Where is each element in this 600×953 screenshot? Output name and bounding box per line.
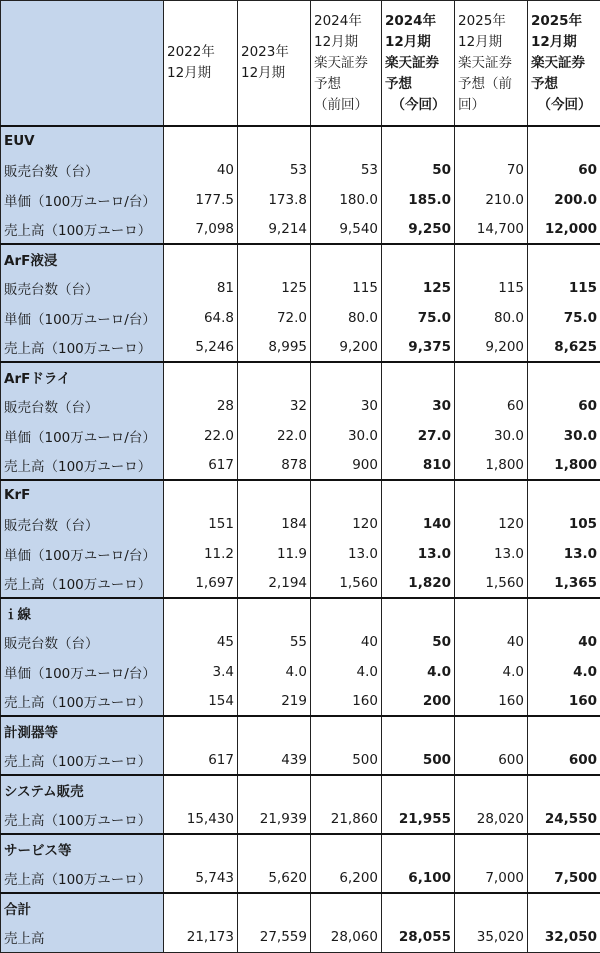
value-cell: 125 bbox=[238, 274, 311, 304]
data-row bbox=[1, 333, 600, 363]
section-title: ArFドライ bbox=[1, 362, 164, 392]
value-cell: 11.9 bbox=[238, 539, 311, 569]
value-cell: 81 bbox=[164, 274, 238, 304]
value-cell: 500 bbox=[311, 746, 382, 776]
row-label: 売上高（100万ユーロ） bbox=[1, 569, 164, 599]
data-row bbox=[1, 628, 600, 658]
value-cell: 55 bbox=[238, 628, 311, 658]
value-cell: 13.0 bbox=[311, 539, 382, 569]
value-cell: 219 bbox=[238, 687, 311, 717]
empty-cell bbox=[238, 480, 311, 510]
value-cell: 151 bbox=[164, 510, 238, 540]
value-cell: 40 bbox=[164, 156, 238, 186]
value-cell: 115 bbox=[528, 274, 600, 304]
value-cell: 32,050 bbox=[528, 923, 600, 953]
empty-cell bbox=[164, 893, 238, 923]
value-cell: 40 bbox=[528, 628, 600, 658]
empty-cell bbox=[528, 480, 600, 510]
value-cell: 21,955 bbox=[382, 805, 455, 835]
empty-cell bbox=[164, 834, 238, 864]
data-row bbox=[1, 274, 600, 304]
value-cell: 9,214 bbox=[238, 215, 311, 245]
value-cell: 115 bbox=[311, 274, 382, 304]
section-header-row bbox=[1, 716, 600, 746]
empty-cell bbox=[528, 362, 600, 392]
value-cell: 115 bbox=[455, 274, 528, 304]
empty-cell bbox=[164, 480, 238, 510]
value-cell: 200.0 bbox=[528, 185, 600, 215]
empty-cell bbox=[382, 480, 455, 510]
value-cell: 30.0 bbox=[311, 421, 382, 451]
value-cell: 154 bbox=[164, 687, 238, 717]
empty-cell bbox=[238, 598, 311, 628]
row-label: 売上高（100万ユーロ） bbox=[1, 746, 164, 776]
empty-cell bbox=[164, 716, 238, 746]
value-cell: 7,000 bbox=[455, 864, 528, 894]
value-cell: 80.0 bbox=[311, 303, 382, 333]
empty-cell bbox=[164, 362, 238, 392]
value-cell: 125 bbox=[382, 274, 455, 304]
section-header-row bbox=[1, 244, 600, 274]
data-row bbox=[1, 805, 600, 835]
data-row bbox=[1, 864, 600, 894]
col-header-2024-previous: 2024年 12月期 楽天証券 予想 （前回） bbox=[311, 1, 382, 127]
value-cell: 160 bbox=[528, 687, 600, 717]
value-cell: 184 bbox=[238, 510, 311, 540]
data-row bbox=[1, 539, 600, 569]
value-cell: 878 bbox=[238, 451, 311, 481]
value-cell: 60 bbox=[528, 156, 600, 186]
value-cell: 64.8 bbox=[164, 303, 238, 333]
section-title: ｉ線 bbox=[1, 598, 164, 628]
value-cell: 9,375 bbox=[382, 333, 455, 363]
section-title: 合計 bbox=[1, 893, 164, 923]
value-cell: 600 bbox=[455, 746, 528, 776]
value-cell: 28 bbox=[164, 392, 238, 422]
value-cell: 140 bbox=[382, 510, 455, 540]
value-cell: 2,194 bbox=[238, 569, 311, 599]
value-cell: 75.0 bbox=[382, 303, 455, 333]
value-cell: 12,000 bbox=[528, 215, 600, 245]
value-cell: 1,560 bbox=[455, 569, 528, 599]
value-cell: 40 bbox=[455, 628, 528, 658]
empty-cell bbox=[238, 716, 311, 746]
value-cell: 5,246 bbox=[164, 333, 238, 363]
row-label: 売上高（100万ユーロ） bbox=[1, 864, 164, 894]
value-cell: 13.0 bbox=[528, 539, 600, 569]
empty-cell bbox=[382, 598, 455, 628]
value-cell: 120 bbox=[455, 510, 528, 540]
empty-cell bbox=[528, 244, 600, 274]
value-cell: 177.5 bbox=[164, 185, 238, 215]
empty-cell bbox=[455, 480, 528, 510]
value-cell: 45 bbox=[164, 628, 238, 658]
empty-cell bbox=[455, 362, 528, 392]
value-cell: 53 bbox=[311, 156, 382, 186]
row-label: 単価（100万ユーロ/台） bbox=[1, 657, 164, 687]
value-cell: 6,200 bbox=[311, 864, 382, 894]
value-cell: 28,055 bbox=[382, 923, 455, 953]
value-cell: 1,365 bbox=[528, 569, 600, 599]
value-cell: 22.0 bbox=[164, 421, 238, 451]
empty-cell bbox=[311, 893, 382, 923]
empty-cell bbox=[311, 834, 382, 864]
empty-cell bbox=[528, 126, 600, 156]
value-cell: 900 bbox=[311, 451, 382, 481]
value-cell: 35,020 bbox=[455, 923, 528, 953]
value-cell: 28,060 bbox=[311, 923, 382, 953]
value-cell: 15,430 bbox=[164, 805, 238, 835]
empty-cell bbox=[311, 126, 382, 156]
section-title: システム販売 bbox=[1, 775, 164, 805]
value-cell: 21,860 bbox=[311, 805, 382, 835]
value-cell: 75.0 bbox=[528, 303, 600, 333]
empty-cell bbox=[528, 834, 600, 864]
row-label: 販売台数（台） bbox=[1, 392, 164, 422]
value-cell: 8,625 bbox=[528, 333, 600, 363]
header-row bbox=[1, 1, 600, 127]
value-cell: 70 bbox=[455, 156, 528, 186]
value-cell: 9,540 bbox=[311, 215, 382, 245]
value-cell: 80.0 bbox=[455, 303, 528, 333]
value-cell: 810 bbox=[382, 451, 455, 481]
data-row bbox=[1, 451, 600, 481]
empty-cell bbox=[382, 244, 455, 274]
data-row bbox=[1, 687, 600, 717]
section-header-row bbox=[1, 126, 600, 156]
data-row bbox=[1, 510, 600, 540]
section-header-row bbox=[1, 834, 600, 864]
value-cell: 4.0 bbox=[382, 657, 455, 687]
section-title: サービス等 bbox=[1, 834, 164, 864]
value-cell: 1,697 bbox=[164, 569, 238, 599]
empty-cell bbox=[455, 893, 528, 923]
empty-cell bbox=[382, 362, 455, 392]
value-cell: 24,550 bbox=[528, 805, 600, 835]
data-row bbox=[1, 421, 600, 451]
section-header-row bbox=[1, 362, 600, 392]
value-cell: 600 bbox=[528, 746, 600, 776]
value-cell: 21,173 bbox=[164, 923, 238, 953]
value-cell: 22.0 bbox=[238, 421, 311, 451]
section-header-row bbox=[1, 893, 600, 923]
section-title: 計測器等 bbox=[1, 716, 164, 746]
value-cell: 160 bbox=[311, 687, 382, 717]
value-cell: 4.0 bbox=[455, 657, 528, 687]
row-label: 売上高（100万ユーロ） bbox=[1, 215, 164, 245]
empty-cell bbox=[311, 480, 382, 510]
col-header-2023: 2023年 12月期 bbox=[238, 1, 311, 127]
row-label: 単価（100万ユーロ/台） bbox=[1, 539, 164, 569]
row-label: 単価（100万ユーロ/台） bbox=[1, 185, 164, 215]
value-cell: 27,559 bbox=[238, 923, 311, 953]
data-row bbox=[1, 303, 600, 333]
value-cell: 30.0 bbox=[455, 421, 528, 451]
value-cell: 30 bbox=[311, 392, 382, 422]
section-header-row bbox=[1, 598, 600, 628]
value-cell: 617 bbox=[164, 746, 238, 776]
row-label: 販売台数（台） bbox=[1, 274, 164, 304]
row-label: 販売台数（台） bbox=[1, 156, 164, 186]
col-header-2025-current: 2025年 12月期 楽天証券 予想 （今回） bbox=[528, 1, 600, 127]
value-cell: 8,995 bbox=[238, 333, 311, 363]
empty-cell bbox=[382, 126, 455, 156]
value-cell: 50 bbox=[382, 156, 455, 186]
empty-cell bbox=[238, 834, 311, 864]
value-cell: 439 bbox=[238, 746, 311, 776]
section-title: ArF液浸 bbox=[1, 244, 164, 274]
value-cell: 13.0 bbox=[382, 539, 455, 569]
empty-cell bbox=[238, 244, 311, 274]
empty-cell bbox=[382, 716, 455, 746]
value-cell: 5,743 bbox=[164, 864, 238, 894]
value-cell: 9,200 bbox=[311, 333, 382, 363]
value-cell: 185.0 bbox=[382, 185, 455, 215]
empty-cell bbox=[238, 362, 311, 392]
empty-cell bbox=[238, 775, 311, 805]
value-cell: 50 bbox=[382, 628, 455, 658]
value-cell: 30.0 bbox=[528, 421, 600, 451]
value-cell: 180.0 bbox=[311, 185, 382, 215]
empty-cell bbox=[455, 716, 528, 746]
value-cell: 14,700 bbox=[455, 215, 528, 245]
empty-cell bbox=[311, 775, 382, 805]
value-cell: 32 bbox=[238, 392, 311, 422]
data-row bbox=[1, 185, 600, 215]
value-cell: 7,500 bbox=[528, 864, 600, 894]
row-label: 売上高（100万ユーロ） bbox=[1, 805, 164, 835]
empty-cell bbox=[455, 126, 528, 156]
empty-cell bbox=[455, 244, 528, 274]
empty-cell bbox=[455, 775, 528, 805]
value-cell: 500 bbox=[382, 746, 455, 776]
empty-cell bbox=[455, 834, 528, 864]
value-cell: 30 bbox=[382, 392, 455, 422]
empty-cell bbox=[382, 775, 455, 805]
data-row bbox=[1, 657, 600, 687]
corner-cell bbox=[1, 1, 164, 127]
value-cell: 9,200 bbox=[455, 333, 528, 363]
empty-cell bbox=[382, 834, 455, 864]
empty-cell bbox=[164, 244, 238, 274]
empty-cell bbox=[528, 775, 600, 805]
value-cell: 200 bbox=[382, 687, 455, 717]
value-cell: 53 bbox=[238, 156, 311, 186]
value-cell: 105 bbox=[528, 510, 600, 540]
value-cell: 11.2 bbox=[164, 539, 238, 569]
col-header-2024-current: 2024年 12月期 楽天証券 予想 （今回） bbox=[382, 1, 455, 127]
section-header-row bbox=[1, 775, 600, 805]
value-cell: 3.4 bbox=[164, 657, 238, 687]
data-row bbox=[1, 569, 600, 599]
row-label: 単価（100万ユーロ/台） bbox=[1, 303, 164, 333]
row-label: 販売台数（台） bbox=[1, 510, 164, 540]
value-cell: 4.0 bbox=[238, 657, 311, 687]
data-row bbox=[1, 215, 600, 245]
value-cell: 5,620 bbox=[238, 864, 311, 894]
empty-cell bbox=[311, 598, 382, 628]
section-title: KrF bbox=[1, 480, 164, 510]
value-cell: 9,250 bbox=[382, 215, 455, 245]
empty-cell bbox=[311, 244, 382, 274]
value-cell: 27.0 bbox=[382, 421, 455, 451]
value-cell: 1,820 bbox=[382, 569, 455, 599]
value-cell: 6,100 bbox=[382, 864, 455, 894]
empty-cell bbox=[311, 362, 382, 392]
value-cell: 28,020 bbox=[455, 805, 528, 835]
col-header-2025-previous: 2025年 12月期 楽天証券 予想（前 回） bbox=[455, 1, 528, 127]
row-label: 販売台数（台） bbox=[1, 628, 164, 658]
empty-cell bbox=[311, 716, 382, 746]
empty-cell bbox=[164, 126, 238, 156]
value-cell: 7,098 bbox=[164, 215, 238, 245]
value-cell: 173.8 bbox=[238, 185, 311, 215]
value-cell: 210.0 bbox=[455, 185, 528, 215]
empty-cell bbox=[382, 893, 455, 923]
data-row bbox=[1, 156, 600, 186]
value-cell: 617 bbox=[164, 451, 238, 481]
data-row bbox=[1, 746, 600, 776]
row-label: 売上高 bbox=[1, 923, 164, 953]
value-cell: 40 bbox=[311, 628, 382, 658]
section-header-row bbox=[1, 480, 600, 510]
row-label: 売上高（100万ユーロ） bbox=[1, 451, 164, 481]
empty-cell bbox=[528, 893, 600, 923]
value-cell: 72.0 bbox=[238, 303, 311, 333]
value-cell: 60 bbox=[455, 392, 528, 422]
col-header-2022: 2022年 12月期 bbox=[164, 1, 238, 127]
row-label: 売上高（100万ユーロ） bbox=[1, 687, 164, 717]
value-cell: 4.0 bbox=[528, 657, 600, 687]
table-body bbox=[1, 126, 600, 952]
empty-cell bbox=[528, 598, 600, 628]
empty-cell bbox=[528, 716, 600, 746]
empty-cell bbox=[238, 126, 311, 156]
empty-cell bbox=[455, 598, 528, 628]
empty-cell bbox=[164, 598, 238, 628]
row-label: 単価（100万ユーロ/台） bbox=[1, 421, 164, 451]
value-cell: 1,560 bbox=[311, 569, 382, 599]
value-cell: 1,800 bbox=[528, 451, 600, 481]
value-cell: 4.0 bbox=[311, 657, 382, 687]
data-row bbox=[1, 392, 600, 422]
empty-cell bbox=[238, 893, 311, 923]
value-cell: 21,939 bbox=[238, 805, 311, 835]
row-label: 売上高（100万ユーロ） bbox=[1, 333, 164, 363]
value-cell: 1,800 bbox=[455, 451, 528, 481]
section-title: EUV bbox=[1, 126, 164, 156]
value-cell: 160 bbox=[455, 687, 528, 717]
value-cell: 120 bbox=[311, 510, 382, 540]
empty-cell bbox=[164, 775, 238, 805]
value-cell: 60 bbox=[528, 392, 600, 422]
value-cell: 13.0 bbox=[455, 539, 528, 569]
